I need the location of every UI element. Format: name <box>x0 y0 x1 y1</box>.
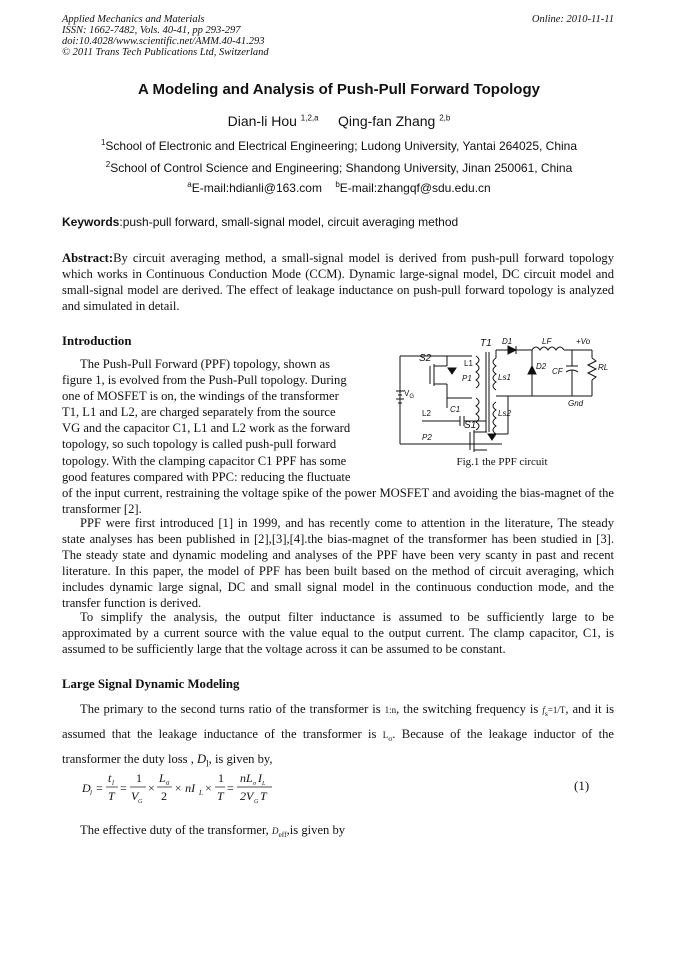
ls2-winding <box>493 402 496 434</box>
author-2: Qing-fan Zhang <box>338 113 436 129</box>
dl-sub: l <box>206 758 209 769</box>
eq-f3-num-sub: σ <box>166 779 170 787</box>
d2-label: D2 <box>536 362 547 371</box>
intro-p2 <box>62 515 614 612</box>
eq-f3-den: 2 <box>161 789 167 803</box>
l1-winding <box>476 356 479 388</box>
intro-line: The Push-Pull Forward (PPF) topology, shown as <box>80 357 331 371</box>
large-signal-heading: Large Signal Dynamic Modeling <box>62 677 240 691</box>
lsigma-symbol: L <box>382 729 389 740</box>
abstract-label: Abstract: <box>62 251 114 265</box>
eq-f2-num: 1 <box>136 771 142 785</box>
vg-label: $V_G$ <box>404 389 415 400</box>
vo-label: +Vo <box>576 337 591 346</box>
intro-line: topology. With the clamping capacitor C1 PPF has some <box>62 453 347 468</box>
s2-body-diode <box>448 368 456 374</box>
turns-ratio: 1:n <box>384 705 397 715</box>
intro-line: T1, L1 and L2, are charged separately from the source <box>62 405 336 420</box>
ppf-circuit-figure <box>392 336 616 468</box>
eq-f5-den-sub: G <box>254 799 259 805</box>
t1-label: T1 <box>480 338 492 349</box>
p2-label: P2 <box>422 433 432 442</box>
eq-f1-den: T <box>108 789 115 803</box>
journal-name: Applied Mechanics and Materials <box>62 14 205 25</box>
equation-1 <box>82 770 292 810</box>
emails <box>0 180 678 195</box>
eq-mid: × nI <box>174 781 196 795</box>
intro-p3 <box>62 609 614 657</box>
eq-f4-den: T <box>217 789 224 803</box>
deff-symbol: D <box>271 826 279 836</box>
author-1-sup: 1,2,a <box>300 113 319 123</box>
eq-times: × <box>148 781 155 795</box>
eq-mid-sub: L <box>199 789 203 797</box>
journal-header <box>62 14 269 58</box>
eq-f5-num: nL <box>240 771 253 785</box>
intro-line: topology, so such topology is called push-pull forward <box>62 437 337 452</box>
d1-label: D1 <box>502 337 513 346</box>
l1-label: L1 <box>464 359 473 368</box>
author-2-sup: 2,b <box>439 113 451 123</box>
cf-label: CF <box>552 367 563 376</box>
ls2-label: Ls2 <box>498 409 511 418</box>
intro-line: one of MOSFET is on, the windings of the transformer <box>62 389 339 404</box>
intro-line: good features compared with PPC: reducing the fluctuate <box>62 469 351 484</box>
s2-label: S2 <box>419 353 432 364</box>
equation-number: (1) <box>574 778 590 793</box>
figure-caption: Fig.1 the PPF circuit <box>456 456 548 468</box>
author-1: Dian-li Hou <box>227 113 297 129</box>
authors <box>0 113 678 129</box>
ls-text: , and it is assumed that the leakage inductance of the transformer is <box>62 702 614 741</box>
deff-sub: eff <box>278 829 287 839</box>
intro-line: VG and the capacitor C1, L1 and L2 work as the forward <box>62 421 351 436</box>
aff2-text: School of Control Science and Engineering; Shandong University, Jinan 250061, China <box>110 161 573 175</box>
affiliation-2 <box>0 160 678 175</box>
intro-p1-wrapped <box>62 356 380 485</box>
d1-diode <box>508 346 516 354</box>
intro-p1-tail <box>62 485 614 517</box>
dl-symbol: D <box>197 751 207 766</box>
intro-p3-text: To simplify the analysis, the output filter inductance is assumed to be sufficiently large to be approximated by a current source with the value equal to the output current. The clamp capacitor, C1, is assumed to be sufficiently large that the voltage across it can be assumed to be constant. <box>62 610 614 657</box>
lsigma-sub: σ <box>388 733 393 743</box>
eq-f2-den-sub: G <box>138 799 143 805</box>
intro-heading: Introduction <box>62 334 132 348</box>
rl-resistor <box>588 358 596 380</box>
abstract <box>62 250 614 314</box>
ls-text: , the switching frequency is <box>396 702 539 716</box>
eq-lhs-sub: l <box>90 789 92 797</box>
keywords <box>62 215 458 229</box>
s1-body-diode <box>488 434 496 440</box>
eq-f1-num-sub: l <box>112 779 114 787</box>
large-signal-p2 <box>62 822 614 843</box>
s1-label: S1 <box>464 420 477 431</box>
p1-label: P1 <box>462 374 472 383</box>
email-b-sup: b <box>335 180 340 189</box>
ls1-label: Ls1 <box>498 373 511 382</box>
issn: ISSN: 1662-7482, Vols. 40-41, pp 293-297 <box>62 25 241 36</box>
ls1-winding <box>493 358 496 390</box>
aff2-sup: 2 <box>105 160 111 169</box>
fs-eq: =1/T <box>547 705 566 715</box>
email-a: E-mail:hdianli@163.com <box>191 181 322 195</box>
fs-symbol: f <box>542 705 545 715</box>
intro-p2-text: PPF were first introduced [1] in 1999, and has recently come to attention in the literature, The steady state analyses has been published in [2],[3],[4].the bias-magnet of the transformer has been studied in [3]. The steady state and dynamic modeling and analyses of the PPF have been very scanty in past and recent literature. In this paper, the model of PPF has been built based on the method of circuit averaging, which includes dynamic large signal, DC and small signal model in the continuous conduction mode, and the transfer function is derived. <box>62 516 614 611</box>
eq-lhs: D <box>82 781 91 795</box>
fs-sub: s <box>544 708 548 718</box>
eq-equals: = <box>96 781 103 795</box>
d2-diode <box>528 366 536 374</box>
lf-label: LF <box>542 337 552 346</box>
keywords-label: Keywords <box>62 215 120 229</box>
eq-f2-den: V <box>131 789 139 803</box>
gnd-label: Gnd <box>568 399 584 408</box>
abstract-text: By circuit averaging method, a small-signal model is derived from push-pull forward topology which works in Continuous Conduction Mode (CCM). Dynamic large-signal model, DC circuit model and small-signal model are derived. The effect of leakage inductance on push-pull forward topology is analyzed and simulated in detail. <box>62 251 614 314</box>
ls-text: ,is given by <box>286 823 346 837</box>
intro-p1-tail-text: of the input current, restraining the voltage spike of the power MOSFET and avoiding the bias-magnet of the transformer [2]. <box>62 486 614 517</box>
l2-label: L2 <box>422 409 431 418</box>
large-signal-p1 <box>62 699 614 774</box>
doi: doi:10.4028/www.scientific.net/AMM.40-41.293 <box>62 36 265 47</box>
lf-inductor <box>532 347 564 350</box>
aff1-text: School of Electronic and Electrical Engineering; Ludong University, Yantai 264025, China <box>105 139 578 153</box>
copyright: © 2011 Trans Tech Publications Ltd, Switzerland <box>62 47 269 58</box>
c1-label: C1 <box>450 405 461 414</box>
email-a-sup: a <box>187 180 192 189</box>
ls-text: , is given by, <box>208 751 273 766</box>
aff1-sup: 1 <box>100 138 106 147</box>
eq-f4-num: 1 <box>218 771 224 785</box>
ls-text: The effective duty of the transformer, <box>80 823 269 837</box>
eq-f5-den: 2V <box>240 789 254 803</box>
eq-f5-den2: T <box>260 789 267 803</box>
eq-f1-num: t <box>108 771 112 785</box>
ls-text: . Because of the leakage inductor of the transformer the duty loss , <box>62 726 614 766</box>
eq-equals: = <box>120 781 127 795</box>
rl-label: RL <box>598 363 609 372</box>
email-b: E-mail:zhangqf@sdu.edu.cn <box>339 181 491 195</box>
ls-text: The primary to the second turns ratio of the transformer is <box>80 702 381 716</box>
eq-f5-num-sub2: L <box>262 781 266 787</box>
eq-f5-num2: I <box>258 771 262 785</box>
eq-times: × <box>205 781 212 795</box>
eq-equals: = <box>227 781 234 795</box>
intro-line: figure 1, is evolved from the Push-Pull topology. During <box>62 373 347 388</box>
keywords-text: :push-pull forward, small-signal model, circuit averaging method <box>119 215 459 229</box>
paper-title: A Modeling and Analysis of Push-Pull Forward Topology <box>138 81 540 98</box>
eq-f5-num-sub: σ <box>253 781 256 787</box>
eq-f3-num: L <box>159 771 166 785</box>
online-date: Online: 2010-11-11 <box>531 14 614 25</box>
affiliation-1 <box>0 138 678 153</box>
l2-winding <box>476 398 479 430</box>
